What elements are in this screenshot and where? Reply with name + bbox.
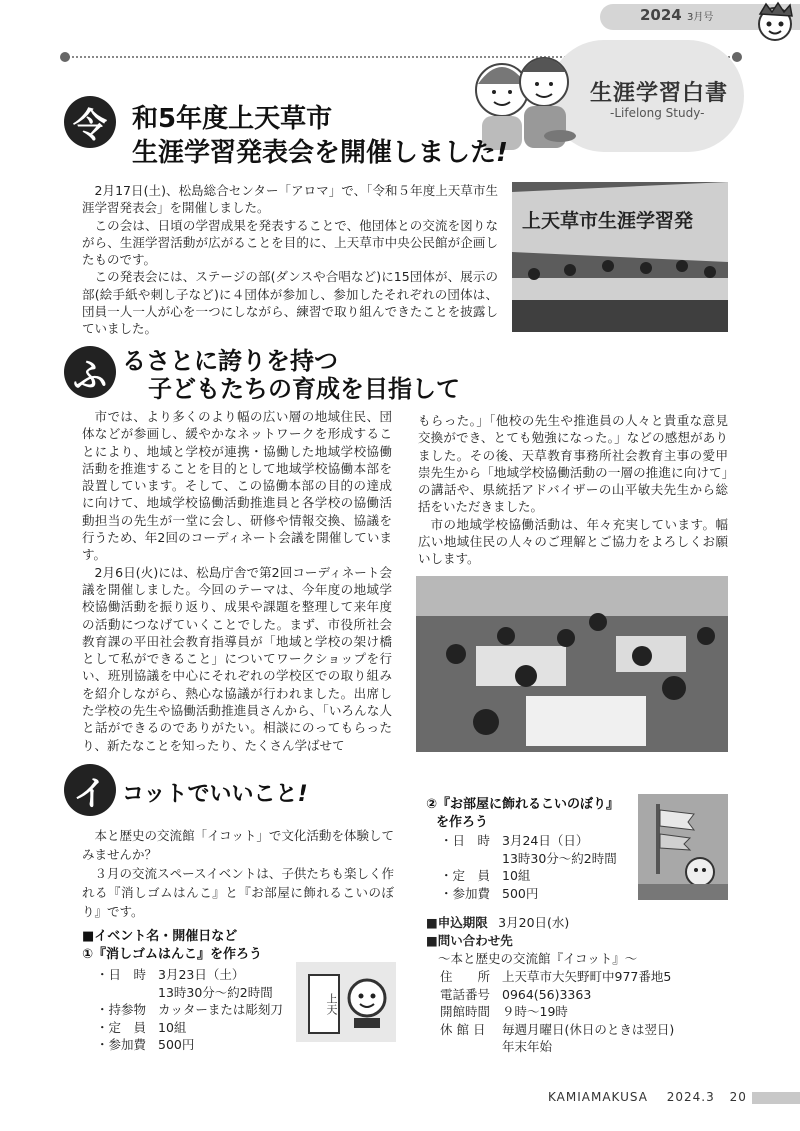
event2-title-line1: ②『お部屋に飾れるこいのぼり』 xyxy=(426,797,620,812)
article2-title-line1: るさとに誇りを持つ xyxy=(122,347,338,375)
event2-row-time: 13時30分～約2時間 xyxy=(502,850,617,866)
event1-row-capacity: ・定 員 10組 xyxy=(96,1019,187,1035)
article3-paragraph-2: ３月の交流スペースイベントは、子供たちも楽しく作れる『消しゴムはんこ』と『お部屋に飾れるこいのぼり』です。 xyxy=(82,866,394,919)
issue-label xyxy=(640,6,713,24)
article3-initial: イ xyxy=(64,764,116,816)
article1-title-line2 xyxy=(132,136,508,170)
deadline-line xyxy=(426,914,569,932)
stamp-face-icon xyxy=(344,972,390,1032)
event1-row-time: 13時30分～約2時間 xyxy=(158,984,273,1000)
section-title: 生涯学習白書 xyxy=(590,81,729,106)
article1-paragraph-3: この発表会には、ステージの部(ダンスや合唱など)に15団体が、展示の部(絵手紙や刺し子など)に４団体が参加し、参加したそれぞれの団体は、団員一人一人が心を一つにしながら、練習で取り組んできたことを披露していました。 xyxy=(82,269,498,337)
rule-dot-left xyxy=(60,52,70,62)
event2-row-date: ・日 時 3月24日（日） xyxy=(440,833,589,848)
section-subtitle: -Lifelong Study- xyxy=(610,106,705,120)
koinobori-photo xyxy=(638,794,728,900)
issue-year: 2024 xyxy=(640,6,682,24)
workshop-photo xyxy=(416,576,728,752)
contact-row-closed-extra: 年末年始 xyxy=(502,1039,553,1054)
contact-org: ～本と歴史の交流館『イコット』～ xyxy=(438,951,638,966)
event1-title: ①『消しゴムはんこ』を作ろう xyxy=(82,947,263,962)
stamp-text: 上天 xyxy=(308,974,340,1034)
article3-title-mark: ! xyxy=(297,782,308,807)
article2-title-line2: 子どもたちの育成を目指して xyxy=(148,375,460,403)
footer xyxy=(548,1090,747,1104)
article3-title-text: コットでいいこと xyxy=(122,782,298,807)
event2-title-line2: を作ろう xyxy=(436,815,489,830)
article2-left-column xyxy=(82,408,392,754)
event1-details xyxy=(96,966,296,1054)
deadline-label: ■申込期限 xyxy=(426,915,488,930)
issue-month: 3月号 xyxy=(686,12,714,23)
article1-title-mark: ! xyxy=(496,138,508,168)
article2-paragraph-3: もらった。」「他校の先生や推進員の人々と貴重な意見交換ができ、とても勉強になった。」などの感想がありました。その後、天草教育事務所社会教育主事の愛甲崇先生から「地域学校協働活動の一層の推進に向けて」の講話や、県統括アドバイザーの山平敏夫先生から総括をいただきました。 xyxy=(418,413,728,515)
contact-row-address: 住 所 上天草市大矢野町中977番地5 xyxy=(440,969,672,984)
article2-paragraph-4: 市の地域学校協働活動は、年々充実しています。幅広い地域住民の人々のご理解とご協力をよろしくお願いします。 xyxy=(418,516,728,567)
article3-paragraph-1: 本と歴史の交流館「イコット」で文化活動を体験してみませんか？ xyxy=(82,828,394,862)
contact-row-hours: 開館時間 ９時～19時 xyxy=(440,1004,568,1019)
deadline-value: 3月20日(水) xyxy=(498,915,570,930)
article1-title-line1: 和5年度上天草市 xyxy=(132,104,333,134)
event1-row-date: ・日 時 3月23日（土） xyxy=(96,967,245,982)
footer-date: 2024.3 xyxy=(666,1090,715,1104)
article1-title-text: 生涯学習発表会を開催しました xyxy=(132,138,497,168)
article1-paragraph-2: この会は、日頃の学習成果を発表することで、他団体との交流を図りながら、生涯学習活動が広がることを目的に、上天草市中央公民館が企画したものです。 xyxy=(82,217,498,268)
events-heading: ■イベント名・開催日など xyxy=(82,929,238,944)
contact-details xyxy=(440,968,730,1056)
article2-paragraph-2: 2月6日(火)には、松島庁舎で第2回コーディネート会議を開催しました。今回のテーマは、今年度の地域学校協働活動を振り返り、成果や課題を整理して来年度の活動につなげていくことでした。まず、市役所社会教育課の平田社会教育指導員が「地域と学校の架け橋として私ができること」についてワークショップを行い、班別協議を中心にそれぞれの学校区での取り組みを紹介しながら、熱心な協議が行われました。出席した学校の先生や協働活動推進員さんから、「いろんな人と話ができるのでありがたい。相談にのってもらったり、新たなことを知ったり、たくさん学ばせて xyxy=(82,564,392,753)
article1-body xyxy=(82,182,498,338)
article2-right-column xyxy=(418,412,728,568)
article2-paragraph-1: 市では、より多くのより幅の広い層の地域住民、団体などが参画し、緩やかなネットワークを形成することにより、地域と学校が連携・協働した地域学校協働活動を推進することを目的として地域学校協働本部を設置しています。そして、この協働本部の目的の達成に向けて、地域学校協働活動推進員と各学校の協働活動担当の先生が一堂に会し、研修や情報交換、協議を行うため、年2回のコーディネート会議を開催しています。 xyxy=(82,409,392,563)
page-number: 20 xyxy=(729,1090,747,1104)
event2-row-fee: ・参加費 500円 xyxy=(440,885,539,901)
stamp-photo xyxy=(296,962,396,1042)
footer-publication: KAMIAMAKUSA xyxy=(548,1090,648,1104)
article3-body xyxy=(82,826,394,921)
contact-heading: ■問い合わせ先 xyxy=(426,933,513,948)
photo-banner-text: 上天草市生涯学習発 xyxy=(522,210,694,232)
event1-row-fee: ・参加費 500円 xyxy=(96,1037,195,1052)
event2-details xyxy=(440,832,640,902)
presentation-photo xyxy=(512,182,728,332)
contact-row-closed: 休 館 日 毎週月曜日(休日のときは翌日) xyxy=(440,1021,675,1037)
footer-bar xyxy=(752,1092,800,1104)
article1-initial: 令 xyxy=(64,96,116,148)
contact-row-phone: 電話番号 0964(56)3363 xyxy=(440,986,592,1002)
event1-row-bring: ・持参物 カッターまたは彫刻刀 xyxy=(96,1002,283,1017)
article1-paragraph-1: 2月17日(土)、松島総合センター「アロマ」で、「令和５年度上天草市生涯学習発表会」を開催しました。 xyxy=(82,183,498,216)
article2-initial: ふ xyxy=(64,346,116,398)
article3-title xyxy=(122,780,308,810)
event2-row-capacity: ・定 員 10組 xyxy=(440,868,531,883)
mascot-icon xyxy=(752,0,798,46)
